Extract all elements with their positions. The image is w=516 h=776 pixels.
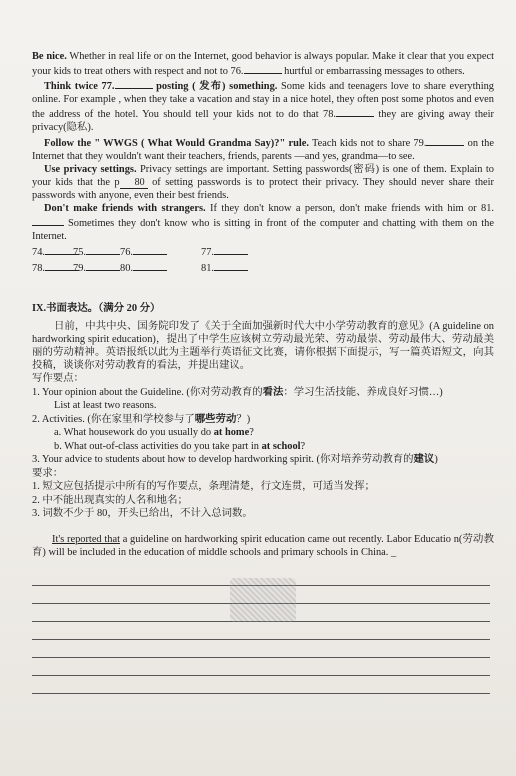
paragraph-wwgs	[32, 135, 494, 163]
paragraph-text: If they don't know a person, don't make friends with him or 81.	[205, 203, 495, 215]
paragraph-text: Privacy settings are important. Setting passwords(密码) is one of them. Explain to your kids that the p	[32, 163, 494, 188]
paragraph-text: Teach kids not to share 79.	[308, 137, 427, 149]
answer-79[interactable]: 79.	[73, 260, 120, 276]
writing-line[interactable]	[32, 622, 490, 640]
blank-78[interactable]	[336, 106, 374, 117]
blank-76[interactable]	[244, 63, 282, 74]
requirement-2: 2. 中不能出现真实的人名和地名；	[32, 494, 188, 506]
point-1: 1. Your opinion about the Guideline. (你对劳动教育的看法：学习生活技能、养成良好习惯…)	[32, 386, 443, 398]
requirement-1: 1. 短文应包括提示中所有的写作要点，条理清楚，行文连贯，可适当发挥；	[32, 481, 375, 493]
answer-80[interactable]: 80.	[120, 260, 201, 276]
blank-77[interactable]	[115, 78, 153, 89]
paragraph-privacy	[32, 163, 494, 202]
paragraph-text: Whether in real life or on the Internet, good behavior is always popular. Make it clear that you expect your kids to treat others with respect and not to 76.	[32, 51, 494, 78]
writing-line[interactable]	[32, 676, 490, 694]
blank-81[interactable]	[32, 215, 64, 226]
writing-line[interactable]	[32, 658, 490, 676]
paragraph-be-nice	[32, 50, 494, 78]
paragraph-strangers	[32, 202, 494, 243]
points-label: 写作要点：	[32, 373, 84, 385]
paragraph-text: Sometimes they don't know who is sitting in front of the computer and chatting with them on the Internet.	[32, 218, 494, 243]
heading-strangers: Don't make friends with strangers.	[44, 203, 206, 215]
answer-grid	[32, 244, 494, 276]
paragraph-text: Some kids and teenagers love to share everything online. For example , when they take a vacation and stay in a nice hotel, they often post some photos and even the address of the hotel. You should tell your kids not to do that 78.	[32, 81, 494, 121]
answer-74[interactable]: 74.	[32, 244, 73, 260]
point-2: 2. Activities. (你在家里和学校参与了哪些劳动？)	[32, 413, 251, 425]
answer-75[interactable]: 75.	[73, 244, 120, 260]
heading-privacy: Use privacy settings.	[44, 163, 137, 175]
writing-line[interactable]	[32, 640, 490, 658]
answer-76[interactable]: 76.	[120, 244, 201, 260]
answer-78[interactable]: 78.	[32, 260, 73, 276]
requirement-3: 3. 词数不少于 80，开头已给出，不计入总词数。	[32, 508, 253, 520]
answer-77[interactable]: 77.	[201, 244, 265, 260]
requirements-label: 要求：	[32, 467, 64, 479]
heading-wwgs: Follow the " WWGS ( What Would Grandma Say)?" rule.	[44, 137, 309, 149]
heading-think-twice: Think twice 77. posting ( 发布) something.	[44, 81, 277, 92]
blurred-stamp	[230, 578, 296, 622]
section-intro: 日前，中共中央、国务院印发了《关于全面加强新时代大中小学劳动教育的意见》(A guideline on hardworking spirit education)，提出了中学生应该树立劳动最光荣、劳动最崇、劳动最伟大、劳动最美丽的劳动精神。英语报纸以此为主题举行英语征文比赛，请你根据下面提示，写一篇英语短文，向其投稿，谈谈你对劳动教育的看法，并提出建议。	[32, 320, 494, 372]
paragraph-text: of setting passwords is to protect their privacy. They should never share their passwords with anyone, even their best friends.	[32, 176, 494, 201]
paragraph-think-twice	[32, 78, 494, 134]
point-1-sub: List at least two reasons.	[54, 400, 157, 412]
writing-section	[32, 302, 494, 694]
blank-79[interactable]	[426, 135, 464, 146]
essay-opening: It's reported that a guideline on hardworking spirit education came out recently. Labor Educatio n(劳动教育) will be included in the education of middle schools and primary schools in China. _	[32, 533, 494, 558]
paragraph-text: they are giving away their privacy(隐私).	[32, 109, 494, 134]
point-3: 3. Your advice to students about how to develop hardworking spirit. (你对培养劳动教育的建议)	[32, 454, 438, 466]
point-2-sub-a: a. What housework do you usually do at home?	[54, 427, 254, 439]
section-title: IX.书面表达。（满分 20 分）	[32, 303, 161, 315]
answer-81[interactable]: 81.	[201, 260, 265, 276]
paragraph-text: on the Internet that they wouldn't want their teachers, friends, parents —and yes, grandma—to see.	[32, 137, 494, 162]
blank-80[interactable]: 80	[120, 178, 148, 189]
heading-be-nice: Be nice.	[32, 51, 67, 62]
point-2-sub-b: b. What out-of-class activities do you take part in at school?	[54, 440, 306, 452]
paragraph-text: hurtful or embarrassing messages to others.	[281, 66, 465, 78]
